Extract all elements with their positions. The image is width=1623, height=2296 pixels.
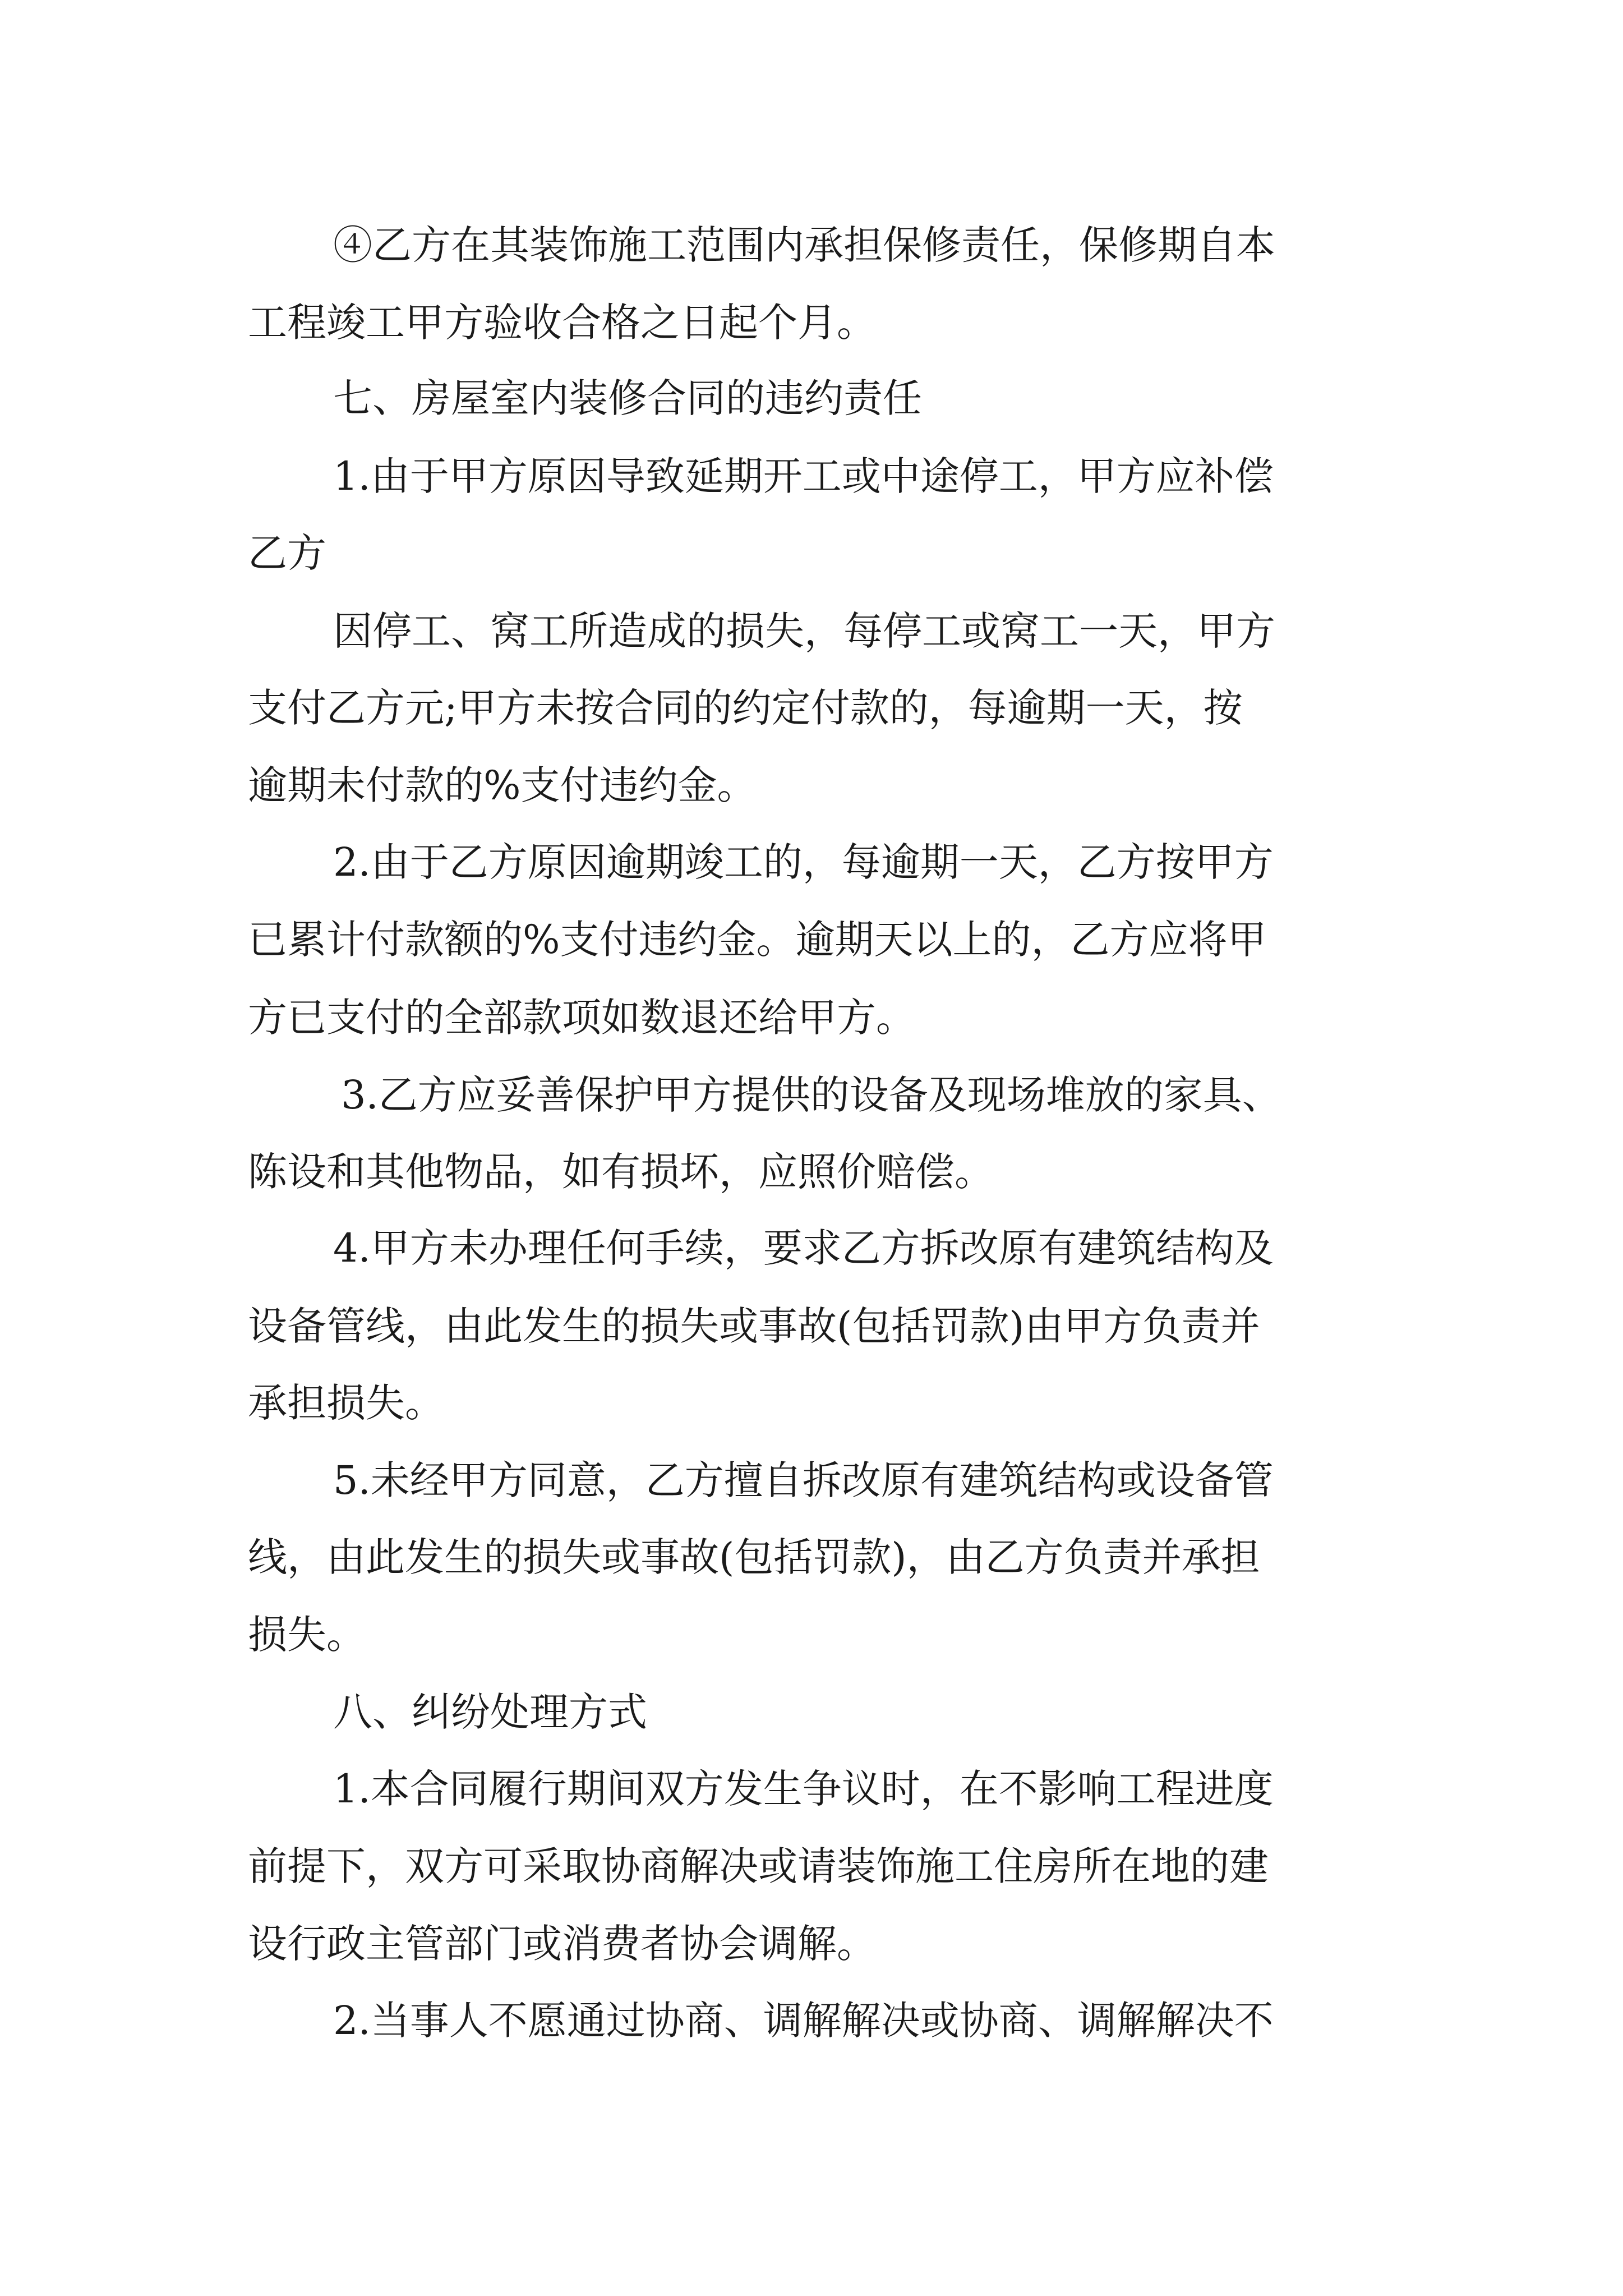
section-heading: 八、纠纷处理方式 xyxy=(333,1689,647,1735)
text-line: 支付乙方元;甲方未按合同的约定付款的，每逾期一天，按 xyxy=(248,685,1243,731)
text-line: 1.本合同履行期间双方发生争议时，在不影响工程进度 xyxy=(333,1766,1274,1812)
text-line: 线，由此发生的损失或事故(包括罚款)，由乙方负责并承担 xyxy=(248,1534,1260,1580)
text-line: 陈设和其他物品，如有损坏，应照价赔偿。 xyxy=(248,1149,994,1195)
text-line: 2.当事人不愿通过协商、调解解决或协商、调解解决不 xyxy=(333,1998,1274,2044)
text-line: 乙方 xyxy=(248,530,326,576)
text-line: 工程竣工甲方验收合格之日起个月。 xyxy=(248,300,876,346)
text-line: 承担损失。 xyxy=(248,1380,444,1426)
text-line: 已累计付款额的%支付违约金。逾期天以上的，乙方应将甲 xyxy=(248,917,1267,963)
text-line: 2.由于乙方原因逾期竣工的，每逾期一天，乙方按甲方 xyxy=(333,839,1274,885)
text-line: 损失。 xyxy=(248,1612,366,1658)
text-line: 方已支付的全部款项如数退还给甲方。 xyxy=(248,995,915,1041)
text-line: 3.乙方应妥善保护甲方提供的设备及现场堆放的家具、 xyxy=(341,1072,1281,1118)
text-line: 1.由于甲方原因导致延期开工或中途停工，甲方应补偿 xyxy=(333,453,1274,499)
text-line: 前提下，双方可采取协商解决或请装饰施工住房所在地的建 xyxy=(248,1843,1269,1889)
text-line: ④乙方在其装饰施工范围内承担保修责任，保修期自本 xyxy=(333,222,1275,268)
text-line: 因停工、窝工所造成的损失，每停工或窝工一天，甲方 xyxy=(333,608,1275,654)
text-line: 逾期未付款的%支付违约金。 xyxy=(248,762,757,808)
text-line: 4.甲方未办理任何手续，要求乙方拆改原有建筑结构及 xyxy=(333,1225,1274,1271)
text-line: 5.未经甲方同意，乙方擅自拆改原有建筑结构或设备管 xyxy=(333,1457,1274,1503)
text-line: 设行政主管部门或消费者协会调解。 xyxy=(248,1921,876,1967)
section-heading: 七、房屋室内装修合同的违约责任 xyxy=(333,375,922,421)
text-line: 设备管线，由此发生的损失或事故(包括罚款)由甲方负责并 xyxy=(248,1303,1260,1349)
